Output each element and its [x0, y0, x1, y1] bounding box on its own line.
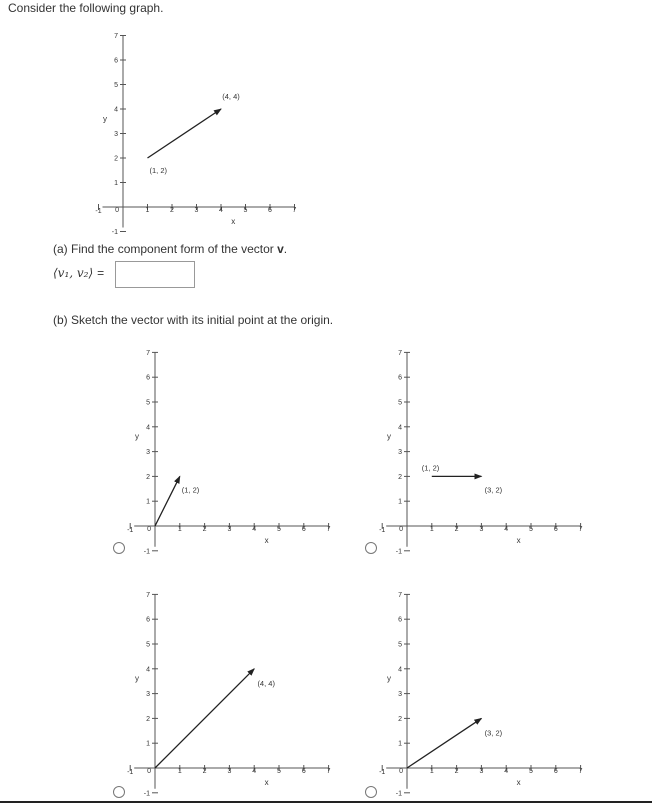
- option-3-radio[interactable]: [113, 786, 125, 798]
- component-form-label: [53, 266, 104, 280]
- x-axis-label: x: [231, 217, 236, 226]
- y-tick-label: 1: [146, 740, 150, 748]
- y-axis-label: y: [135, 674, 139, 684]
- x-tick-label: 2: [454, 526, 459, 533]
- y-tick-label: 1: [398, 498, 402, 506]
- y-axis-label: y: [135, 432, 139, 442]
- y-axis-label: y: [103, 114, 107, 124]
- part-a-suffix: .: [283, 242, 288, 256]
- y-tick-label: 3: [146, 449, 150, 457]
- point-annotation: (1, 2): [149, 166, 168, 175]
- y-tick-label: -1: [111, 229, 118, 236]
- x-tick-label: 4: [252, 768, 257, 775]
- x-tick-label: 3: [194, 207, 199, 214]
- x-tick-label: 3: [227, 526, 232, 533]
- y-tick-label: 1: [114, 180, 118, 187]
- x-tick-label: 6: [553, 526, 558, 533]
- y-tick-label: -1: [143, 790, 150, 798]
- question-intro: Consider the following graph.: [8, 1, 164, 15]
- y-tick-label: 7: [146, 591, 150, 599]
- option-1-graph: [120, 350, 350, 555]
- x-tick-label: 2: [202, 768, 207, 775]
- point-annotation: (4, 4): [222, 92, 240, 101]
- y-tick-label: 2: [398, 473, 402, 481]
- x-tick-label: -1: [379, 527, 386, 534]
- x-tick-label: -1: [379, 769, 386, 776]
- option-3-graph: [120, 592, 350, 797]
- x-axis-label: x: [264, 778, 269, 787]
- y-tick-label: 3: [146, 691, 150, 699]
- option-2-radio[interactable]: [365, 542, 377, 554]
- part-b-prompt: (b) Sketch the vector with its initial point at the origin.: [53, 313, 334, 327]
- option-4-radio[interactable]: [365, 786, 377, 798]
- vector-arrow: [407, 718, 481, 768]
- x-tick-label: 6: [301, 768, 306, 775]
- x-tick-label: 6: [301, 526, 306, 533]
- x-axis-label: x: [516, 778, 521, 787]
- x-tick-label: 7: [292, 207, 297, 214]
- y-tick-label: -1: [395, 548, 402, 556]
- y-tick-label: 2: [146, 715, 150, 723]
- part-a-prompt: [53, 242, 287, 256]
- y-tick-label: 7: [398, 349, 402, 357]
- x-tick-label: 7: [578, 768, 583, 775]
- x-tick-label: 4: [252, 526, 257, 533]
- x-tick-label: 4: [504, 526, 509, 533]
- x-tick-label: 7: [326, 768, 331, 775]
- y-tick-label: 6: [146, 374, 150, 382]
- x-tick-label: 3: [479, 768, 484, 775]
- x-tick-label: 7: [578, 526, 583, 533]
- y-tick-label: 3: [114, 131, 118, 138]
- y-tick-label: -1: [395, 790, 402, 798]
- x-tick-label: -1: [127, 527, 134, 534]
- vector-arrow: [148, 109, 222, 158]
- point-annotation: (1, 2): [181, 485, 200, 495]
- y-tick-label: 4: [146, 424, 150, 432]
- x-tick-label: 0: [399, 768, 403, 775]
- x-tick-label: 5: [529, 526, 533, 533]
- vector-arrow: [155, 669, 254, 768]
- x-tick-label: 2: [202, 526, 207, 533]
- y-tick-label: 7: [114, 33, 118, 40]
- y-tick-label: 4: [398, 666, 402, 674]
- x-tick-label: 5: [529, 768, 533, 775]
- vector-arrow: [155, 476, 180, 526]
- x-axis-label: x: [264, 536, 269, 545]
- y-tick-label: 6: [398, 374, 402, 382]
- y-tick-label: 6: [398, 616, 402, 624]
- x-tick-label: -1: [127, 769, 134, 776]
- y-tick-label: 3: [398, 691, 402, 699]
- component-answer-input[interactable]: [115, 261, 195, 288]
- option-1-radio[interactable]: [113, 542, 125, 554]
- x-tick-label: 7: [326, 526, 331, 533]
- y-tick-label: 5: [114, 82, 118, 89]
- x-tick-label: 1: [177, 768, 182, 775]
- x-tick-label: 1: [177, 526, 182, 533]
- bottom-divider: [0, 801, 652, 803]
- y-tick-label: 5: [146, 641, 150, 649]
- y-tick-label: 3: [398, 449, 402, 457]
- x-tick-label: 0: [399, 526, 403, 533]
- component-label: ⟨v₁, v₂⟩: [53, 266, 94, 280]
- y-tick-label: 6: [114, 57, 118, 65]
- option-2-graph: [372, 350, 602, 555]
- point-annotation: (3, 2): [484, 485, 503, 495]
- x-tick-label: 6: [268, 207, 272, 214]
- part-a-vector: v: [277, 242, 284, 256]
- equals-sign: =: [97, 266, 105, 280]
- y-tick-label: 2: [114, 155, 118, 163]
- y-tick-label: 2: [146, 473, 150, 481]
- y-tick-label: 7: [146, 349, 150, 357]
- x-tick-label: 2: [170, 207, 174, 214]
- x-tick-label: 3: [479, 526, 484, 533]
- x-tick-label: 6: [553, 768, 558, 775]
- y-axis-label: y: [387, 432, 391, 442]
- y-tick-label: 1: [398, 740, 402, 748]
- y-tick-label: 5: [398, 641, 402, 649]
- y-tick-label: 2: [398, 715, 402, 723]
- point-annotation: (4, 4): [257, 678, 275, 688]
- x-tick-label: 0: [115, 207, 119, 214]
- y-tick-label: 6: [146, 616, 150, 624]
- x-tick-label: 1: [429, 526, 434, 533]
- x-axis-label: x: [516, 536, 521, 545]
- y-tick-label: 7: [398, 591, 402, 599]
- x-tick-label: 0: [147, 768, 151, 775]
- x-tick-label: 5: [243, 207, 248, 214]
- y-tick-label: 4: [146, 666, 150, 674]
- x-tick-label: 1: [429, 768, 434, 775]
- point-annotation: (1, 2): [421, 463, 440, 473]
- x-tick-label: -1: [95, 208, 102, 215]
- y-tick-label: 4: [114, 106, 118, 114]
- main-graph: [95, 25, 315, 236]
- x-tick-label: 1: [145, 207, 150, 214]
- y-tick-label: 5: [398, 399, 402, 407]
- x-tick-label: 5: [277, 768, 281, 775]
- y-axis-label: y: [387, 674, 391, 684]
- y-tick-label: 1: [146, 498, 150, 506]
- x-tick-label: 0: [147, 526, 151, 533]
- point-annotation: (3, 2): [484, 728, 503, 738]
- x-tick-label: 3: [227, 768, 232, 775]
- option-4-graph: [372, 592, 602, 797]
- y-tick-label: 5: [146, 399, 150, 407]
- x-tick-label: 5: [277, 526, 281, 533]
- x-tick-label: 4: [504, 768, 509, 775]
- x-tick-label: 2: [454, 768, 459, 775]
- x-tick-label: 4: [219, 207, 223, 214]
- y-tick-label: 4: [398, 424, 402, 432]
- y-tick-label: -1: [143, 548, 150, 556]
- part-a-prefix: (a) Find the component form of the vector: [53, 242, 278, 256]
